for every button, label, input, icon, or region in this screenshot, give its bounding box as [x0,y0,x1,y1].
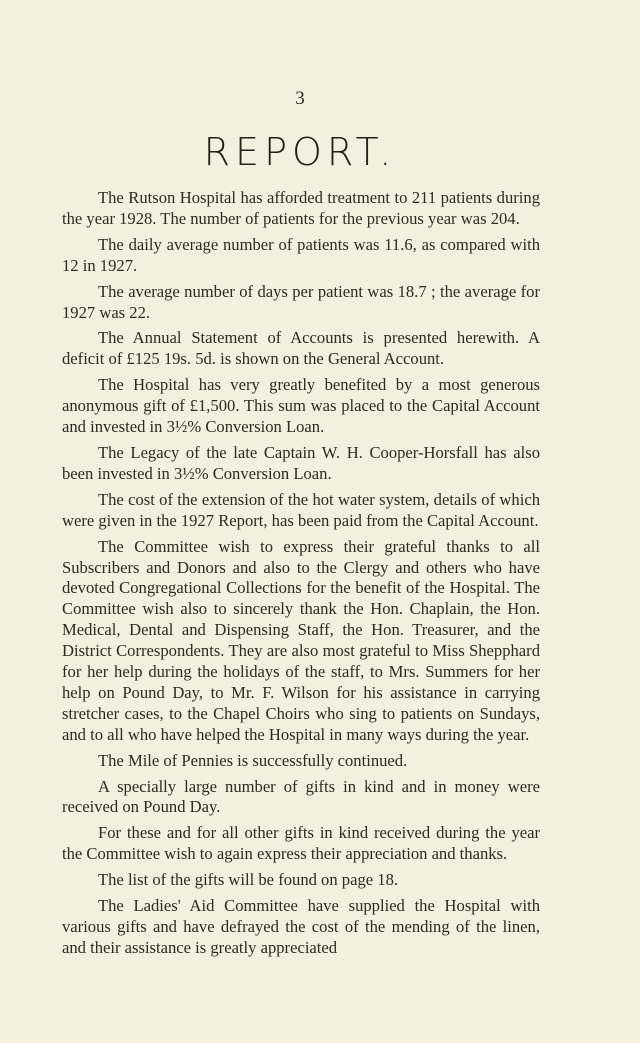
paragraph-daily-average: The daily average number of patients was 11.6, as compared with 12 in 1927. [62,234,540,275]
paragraph-thanks: The Committee wish to express their grateful thanks to all Subscribers and Donors and also to the Clergy and others who have devoted Congregational Collections for the benefit of the Hospital. The Committee wish also to sincerely thank the Hon. Chaplain, the Hon. Medical, Dental and Dispensing Staff, the Hon. Treasurer, and the District Correspondents. They are also most grateful to Miss Shepphard for her help during the holidays of the staff, to Mrs. Summers for her help on Pound Day, to Mr. F. Wilson for his assistance in carrying stretcher cases, to the Chapel Choirs who sing to patients on Sundays, and to all who have helped the Hospital in many ways during the year. [62,536,540,744]
paragraph-hot-water: The cost of the extension of the hot water system, details of which were given in the 1927 Report, has been paid from the Capital Account. [62,489,540,530]
paragraph-mile-of-pennies: The Mile of Pennies is successfully continued. [98,750,408,770]
paragraph-patients: The Rutson Hospital has afforded treatment to 211 patients during the year 1928. The number of patients for the previous year was 204. [62,188,540,228]
paragraph-legacy: The Legacy of the late Captain W. H. Cooper-Horsfall has also been invested in 3½% Conversion Loan. [62,442,540,483]
paragraph-accounts: The Annual Statement of Accounts is presented herewith. A deficit of £125 19s. 5d. is shown on the General Account. [62,328,540,369]
page-number: 3 [295,88,305,109]
paragraph-pound-day: A specially large number of gifts in kind and in money were received on Pound Day. [62,776,540,817]
page-title: REPORT. [203,130,397,174]
paragraph-anonymous-gift: The Hospital has very greatly benefited by a most generous anonymous gift of £1,500. This sum was placed to the Capital Account and invested in 3½% Conversion Loan. [62,375,540,437]
paragraph-days-per-patient: The average number of days per patient was 18.7 ; the average for 1927 was 22. [62,281,540,322]
paragraph-gifts-in-kind: For these and for all other gifts in kind received during the year the Committee wish to again express their appreciation and thanks. [62,823,540,864]
report-body [62,188,540,964]
paragraph-ladies-aid: The Ladies' Aid Committee have supplied the Hospital with various gifts and have defrayed the cost of the mending of the linen, and their assistance is greatly appreciated [62,896,540,957]
paragraph-gift-list: The list of the gifts will be found on page 18. [98,870,399,890]
